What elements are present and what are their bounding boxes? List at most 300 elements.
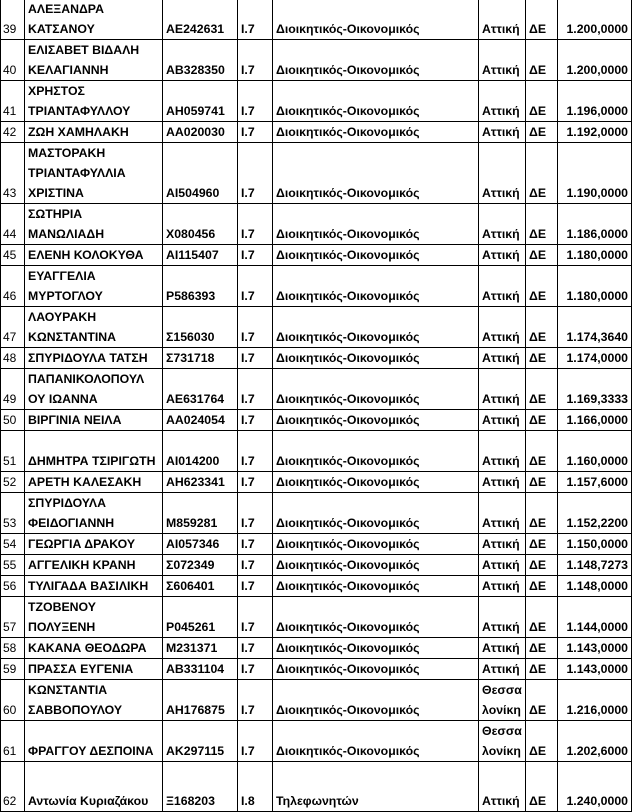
category-code-text: Ι.7	[241, 227, 255, 241]
score	[558, 245, 632, 266]
education-type-text: ΔΕ	[529, 104, 547, 118]
id-number-text: ΑΑ020030	[166, 125, 225, 139]
candidate-name-text: ΧΡΗΣΤΟΣ	[28, 84, 85, 98]
education-type	[526, 348, 558, 369]
candidate-name	[25, 369, 163, 410]
education-type-text: ΔΕ	[529, 289, 547, 303]
category-code	[238, 245, 273, 266]
row-number	[1, 204, 25, 245]
department-text: Διοικητικός-Οικονομικός	[276, 125, 420, 139]
region-text: Αττική	[482, 351, 520, 365]
department	[273, 245, 479, 266]
row-number-text: 44	[3, 227, 17, 241]
department-text: Διοικητικός-Οικονομικός	[276, 703, 420, 717]
id-number-text: ΑΙ115407	[166, 248, 219, 262]
score	[558, 493, 632, 534]
row-number-text: 52	[3, 475, 17, 489]
department	[273, 762, 479, 812]
id-number	[163, 410, 238, 431]
region-text: Αττική	[482, 289, 520, 303]
education-type	[526, 597, 558, 638]
category-code	[238, 638, 273, 659]
department	[273, 721, 479, 762]
candidate-name	[25, 638, 163, 659]
row-number	[1, 0, 25, 40]
category-code	[238, 534, 273, 555]
id-number-text: Μ231371	[166, 641, 218, 655]
score-text: 1.160,0000	[566, 454, 628, 468]
score	[558, 721, 632, 762]
table-row	[1, 0, 632, 40]
department-text: Διοικητικός-Οικονομικός	[276, 454, 420, 468]
id-number	[163, 0, 238, 40]
department	[273, 40, 479, 81]
row-number-text: 49	[3, 392, 17, 406]
education-type	[526, 762, 558, 812]
id-number-text: ΑΕ631764	[166, 392, 225, 406]
score-text: 1.216,0000	[566, 703, 628, 717]
row-number	[1, 143, 25, 204]
education-type	[526, 472, 558, 493]
row-number	[1, 266, 25, 307]
row-number	[1, 597, 25, 638]
candidate-name	[25, 721, 163, 762]
education-type-text: ΔΕ	[529, 662, 547, 676]
candidate-name	[25, 762, 163, 812]
candidate-name-text: ΠΡΑΣΣΑ ΕΥΓΕΝΙΑ	[28, 662, 134, 676]
department-text: Διοικητικός-Οικονομικός	[276, 63, 420, 77]
score-text: 1.190,0000	[566, 186, 628, 200]
department	[273, 307, 479, 348]
score-text: 1.157,6000	[566, 475, 628, 489]
region	[479, 493, 526, 534]
category-code	[238, 369, 273, 410]
score-text: 1.150,0000	[566, 537, 628, 551]
candidate-name	[25, 410, 163, 431]
row-number-text: 48	[3, 351, 17, 365]
score	[558, 0, 632, 40]
category-code	[238, 721, 273, 762]
row-number-text: 41	[3, 104, 17, 118]
table-row	[1, 431, 632, 472]
region-text: Αττική	[482, 537, 520, 551]
region-text: Αττική	[482, 579, 520, 593]
score	[558, 659, 632, 680]
id-number	[163, 762, 238, 812]
candidate-name-text: ΚΩΝΣΤΑΝΤΙΝΑ	[28, 330, 117, 344]
department-text: Διοικητικός-Οικονομικός	[276, 516, 420, 530]
region	[479, 410, 526, 431]
candidate-name	[25, 555, 163, 576]
id-number	[163, 81, 238, 122]
id-number-text: Σ156030	[166, 330, 215, 344]
row-number	[1, 245, 25, 266]
department	[273, 555, 479, 576]
region	[479, 204, 526, 245]
candidate-name-text: ΕΛΕΝΗ ΚΟΛΟΚΥΘΑ	[28, 248, 144, 262]
department	[273, 638, 479, 659]
row-number	[1, 369, 25, 410]
category-code-text: Ι.8	[241, 794, 255, 808]
education-type	[526, 493, 558, 534]
score-text: 1.180,0000	[566, 289, 628, 303]
region-text: Αττική	[482, 63, 520, 77]
id-number-text: ΑΙ014200	[166, 454, 220, 468]
region	[479, 597, 526, 638]
department	[273, 348, 479, 369]
candidate-name	[25, 534, 163, 555]
id-number-text: Σ731718	[166, 351, 215, 365]
region	[479, 143, 526, 204]
department	[273, 81, 479, 122]
candidate-name-text: ΒΙΡΓΙΝΙΑ ΝΕΙΛΑ	[28, 413, 122, 427]
department-text: Διοικητικός-Οικονομικός	[276, 413, 420, 427]
education-type	[526, 638, 558, 659]
education-type-text: ΔΕ	[529, 454, 547, 468]
id-number-text: ΑΒ328350	[166, 63, 225, 77]
education-type	[526, 40, 558, 81]
education-type	[526, 659, 558, 680]
score-text: 1.152,2200	[566, 516, 628, 530]
education-type	[526, 245, 558, 266]
region-text: Αττική	[482, 454, 520, 468]
row-number	[1, 348, 25, 369]
candidate-name	[25, 597, 163, 638]
id-number	[163, 493, 238, 534]
candidate-name-text: ΤΡΙΑΝΤΑΦΥΛΛΙΑ	[28, 166, 126, 180]
candidate-name-text: ΛΑΟΥΡΑΚΗ	[28, 310, 97, 324]
row-number-text: 39	[3, 22, 17, 36]
id-number-text: ΑΑ024054	[166, 413, 225, 427]
education-type-text: ΔΕ	[529, 413, 547, 427]
category-code-text: Ι.7	[241, 641, 255, 655]
id-number	[163, 307, 238, 348]
candidate-name-text: ΑΓΓΕΛΙΚΗ ΚΡΑΝΗ	[28, 558, 136, 572]
score-text: 1.200,0000	[566, 63, 628, 77]
department	[273, 431, 479, 472]
score-text: 1.200,0000	[566, 22, 628, 36]
region	[479, 472, 526, 493]
id-number	[163, 534, 238, 555]
category-code	[238, 307, 273, 348]
candidate-name-text: ΜΥΡΤΟΓΛΟΥ	[28, 289, 103, 303]
category-code-text: Ι.7	[241, 351, 255, 365]
candidate-name-text: ΤΖΟΒΕΝΟΥ	[28, 600, 96, 614]
category-code	[238, 410, 273, 431]
candidate-name-text: ΧΡΙΣΤΙΝΑ	[28, 186, 84, 200]
education-type-text: ΔΕ	[529, 22, 547, 36]
table-row	[1, 307, 632, 348]
education-type	[526, 81, 558, 122]
row-number	[1, 493, 25, 534]
row-number	[1, 762, 25, 812]
row-number	[1, 534, 25, 555]
region-text: Αττική	[482, 248, 520, 262]
candidate-name-text: ΓΕΩΡΓΙΑ ΔΡΑΚΟΥ	[28, 537, 136, 551]
table-row	[1, 597, 632, 638]
row-number-text: 42	[3, 125, 17, 139]
score-text: 1.148,0000	[566, 579, 628, 593]
region	[479, 638, 526, 659]
row-number	[1, 431, 25, 472]
department-text: Διοικητικός-Οικονομικός	[276, 475, 420, 489]
score-text: 1.240,0000	[566, 794, 628, 808]
id-number	[163, 204, 238, 245]
row-number	[1, 81, 25, 122]
candidate-name-text: ΚΑΚΑΝΑ ΘΕΟΔΩΡΑ	[28, 641, 147, 655]
department	[273, 410, 479, 431]
row-number	[1, 680, 25, 721]
score-text: 1.144,0000	[566, 620, 628, 634]
department-text: Διοικητικός-Οικονομικός	[276, 662, 420, 676]
score-text: 1.192,0000	[566, 125, 628, 139]
education-type-text: ΔΕ	[529, 703, 547, 717]
id-number	[163, 576, 238, 597]
table-row	[1, 410, 632, 431]
candidate-name	[25, 472, 163, 493]
row-number-text: 55	[3, 558, 17, 572]
region-text: Αττική	[482, 22, 520, 36]
candidate-name-text: ΠΑΠΑΝΙΚΟΛΟΠΟΥΛ	[28, 372, 145, 386]
category-code-text: Ι.7	[241, 104, 255, 118]
region-text: Αττική	[482, 516, 520, 530]
education-type-text: ΔΕ	[529, 248, 547, 262]
score	[558, 597, 632, 638]
id-number	[163, 659, 238, 680]
education-type-text: ΔΕ	[529, 558, 547, 572]
education-type-text: ΔΕ	[529, 744, 547, 758]
id-number	[163, 369, 238, 410]
table-row	[1, 245, 632, 266]
score-text: 1.186,0000	[566, 227, 628, 241]
category-code-text: Ι.7	[241, 579, 255, 593]
score	[558, 143, 632, 204]
id-number-text: ΑΒ331104	[166, 662, 225, 676]
region	[479, 680, 526, 721]
category-code	[238, 680, 273, 721]
candidate-name-text: ΣΠΥΡΙΔΟΥΛΑ ΤΑΤΣΗ	[28, 351, 148, 365]
region	[479, 659, 526, 680]
table-row	[1, 143, 632, 204]
score	[558, 348, 632, 369]
id-number	[163, 40, 238, 81]
id-number	[163, 122, 238, 143]
candidate-name	[25, 81, 163, 122]
id-number	[163, 245, 238, 266]
score	[558, 555, 632, 576]
candidate-name-text: ΖΩΗ ΧΑΜΗΛΑΚΗ	[28, 125, 129, 139]
candidate-name-text: ΔΗΜΗΤΡΑ ΤΣΙΡΙΓΩΤΗ	[28, 454, 156, 468]
row-number-text: 58	[3, 641, 17, 655]
region	[479, 431, 526, 472]
table-row	[1, 638, 632, 659]
table-row	[1, 204, 632, 245]
region-text: Αττική	[482, 227, 520, 241]
id-number-text: ΑΗ059741	[166, 104, 225, 118]
table-row	[1, 348, 632, 369]
id-number	[163, 721, 238, 762]
category-code-text: Ι.7	[241, 330, 255, 344]
score	[558, 431, 632, 472]
table-row	[1, 659, 632, 680]
row-number-text: 43	[3, 186, 17, 200]
id-number-text: Σ606401	[166, 579, 215, 593]
category-code	[238, 493, 273, 534]
candidate-name	[25, 122, 163, 143]
table-row	[1, 534, 632, 555]
row-number-text: 47	[3, 330, 17, 344]
candidate-name-text: ΣΩΤΗΡΙΑ	[28, 207, 83, 221]
department-text: Τηλεφωνητών	[276, 794, 359, 808]
row-number-text: 59	[3, 662, 17, 676]
id-number	[163, 597, 238, 638]
region	[479, 0, 526, 40]
category-code	[238, 81, 273, 122]
education-type	[526, 266, 558, 307]
id-number-text: ΑΙ057346	[166, 537, 220, 551]
education-type-text: ΔΕ	[529, 392, 547, 406]
id-number-text: ΑΚ297115	[166, 744, 225, 758]
region	[479, 348, 526, 369]
education-type	[526, 410, 558, 431]
education-type-text: ΔΕ	[529, 186, 547, 200]
region-text: Αττική	[482, 104, 520, 118]
education-type	[526, 122, 558, 143]
candidate-name	[25, 266, 163, 307]
department-text: Διοικητικός-Οικονομικός	[276, 227, 420, 241]
region-text: λονίκη	[482, 744, 521, 758]
education-type-text: ΔΕ	[529, 330, 547, 344]
score-text: 1.174,0000	[566, 351, 628, 365]
region-text: Αττική	[482, 186, 520, 200]
department-text: Διοικητικός-Οικονομικός	[276, 537, 420, 551]
table-row	[1, 576, 632, 597]
category-code-text: Ι.7	[241, 454, 255, 468]
candidate-name	[25, 659, 163, 680]
row-number	[1, 638, 25, 659]
region-text: Θεσσα	[482, 683, 522, 697]
department-text: Διοικητικός-Οικονομικός	[276, 351, 420, 365]
row-number	[1, 410, 25, 431]
score-text: 1.148,7273	[566, 558, 628, 572]
table-row	[1, 762, 632, 812]
education-type-text: ΔΕ	[529, 351, 547, 365]
department-text: Διοικητικός-Οικονομικός	[276, 289, 420, 303]
id-number	[163, 143, 238, 204]
education-type-text: ΔΕ	[529, 63, 547, 77]
region-text: Αττική	[482, 125, 520, 139]
department	[273, 493, 479, 534]
category-code	[238, 576, 273, 597]
category-code	[238, 204, 273, 245]
score-text: 1.180,0000	[566, 248, 628, 262]
table-row	[1, 40, 632, 81]
score	[558, 576, 632, 597]
category-code	[238, 122, 273, 143]
score	[558, 204, 632, 245]
id-number-text: ΑΗ623341	[166, 475, 225, 489]
category-code-text: Ι.7	[241, 125, 255, 139]
row-number-text: 51	[3, 454, 17, 468]
table-row	[1, 369, 632, 410]
category-code	[238, 762, 273, 812]
category-code	[238, 266, 273, 307]
category-code-text: Ι.7	[241, 516, 255, 530]
region	[479, 762, 526, 812]
education-type	[526, 576, 558, 597]
department	[273, 680, 479, 721]
region-text: λονίκη	[482, 703, 521, 717]
category-code-text: Ι.7	[241, 392, 255, 406]
education-type	[526, 369, 558, 410]
score-text: 1.143,0000	[566, 662, 628, 676]
row-number-text: 60	[3, 703, 17, 717]
education-type	[526, 555, 558, 576]
id-number	[163, 555, 238, 576]
candidate-name-text: ΚΕΛΑΓΙΑΝΝΗ	[28, 63, 109, 77]
score-text: 1.174,3640	[566, 330, 628, 344]
row-number-text: 56	[3, 579, 17, 593]
education-type-text: ΔΕ	[529, 475, 547, 489]
category-code	[238, 40, 273, 81]
candidate-name-text: ΤΥΛΙΓΑΔΑ ΒΑΣΙΛΙΚΗ	[28, 579, 149, 593]
department-text: Διοικητικός-Οικονομικός	[276, 620, 420, 634]
table-row	[1, 721, 632, 762]
department	[273, 122, 479, 143]
id-number-text: ΑΗ176875	[166, 703, 225, 717]
category-code-text: Ι.7	[241, 248, 255, 262]
category-code-text: Ι.7	[241, 620, 255, 634]
candidate-name	[25, 431, 163, 472]
department-text: Διοικητικός-Οικονομικός	[276, 558, 420, 572]
row-number-text: 46	[3, 289, 17, 303]
candidate-name-text: ΚΩΝΣΤΑΝΤΙΑ	[28, 683, 108, 697]
row-number-text: 45	[3, 248, 17, 262]
score	[558, 472, 632, 493]
department-text: Διοικητικός-Οικονομικός	[276, 186, 420, 200]
row-number	[1, 40, 25, 81]
candidate-name-text: ΜΑΝΩΛΙΑΔΗ	[28, 227, 105, 241]
region	[479, 122, 526, 143]
category-code-text: Ι.7	[241, 22, 255, 36]
id-number-text: ΑΙ504960	[166, 186, 220, 200]
candidate-name-text: ΤΡΙΑΝΤΑΦΥΛΛΟΥ	[28, 104, 131, 118]
score	[558, 410, 632, 431]
region-text: Θεσσα	[482, 724, 522, 738]
education-type-text: ΔΕ	[529, 794, 547, 808]
education-type	[526, 204, 558, 245]
table-row	[1, 493, 632, 534]
department	[273, 534, 479, 555]
id-number-text: Ρ586393	[166, 289, 216, 303]
candidate-name	[25, 245, 163, 266]
candidate-name-text: ΣΠΥΡΙΔΟΥΛΑ	[28, 496, 106, 510]
education-type-text: ΔΕ	[529, 516, 547, 530]
category-code-text: Ι.7	[241, 475, 255, 489]
education-type	[526, 680, 558, 721]
department	[273, 576, 479, 597]
region	[479, 40, 526, 81]
education-type	[526, 721, 558, 762]
education-type-text: ΔΕ	[529, 125, 547, 139]
category-code-text: Ι.7	[241, 63, 255, 77]
candidate-name	[25, 680, 163, 721]
category-code-text: Ι.7	[241, 413, 255, 427]
category-code-text: Ι.7	[241, 703, 255, 717]
region	[479, 721, 526, 762]
region-text: Αττική	[482, 641, 520, 655]
department-text: Διοικητικός-Οικονομικός	[276, 579, 420, 593]
